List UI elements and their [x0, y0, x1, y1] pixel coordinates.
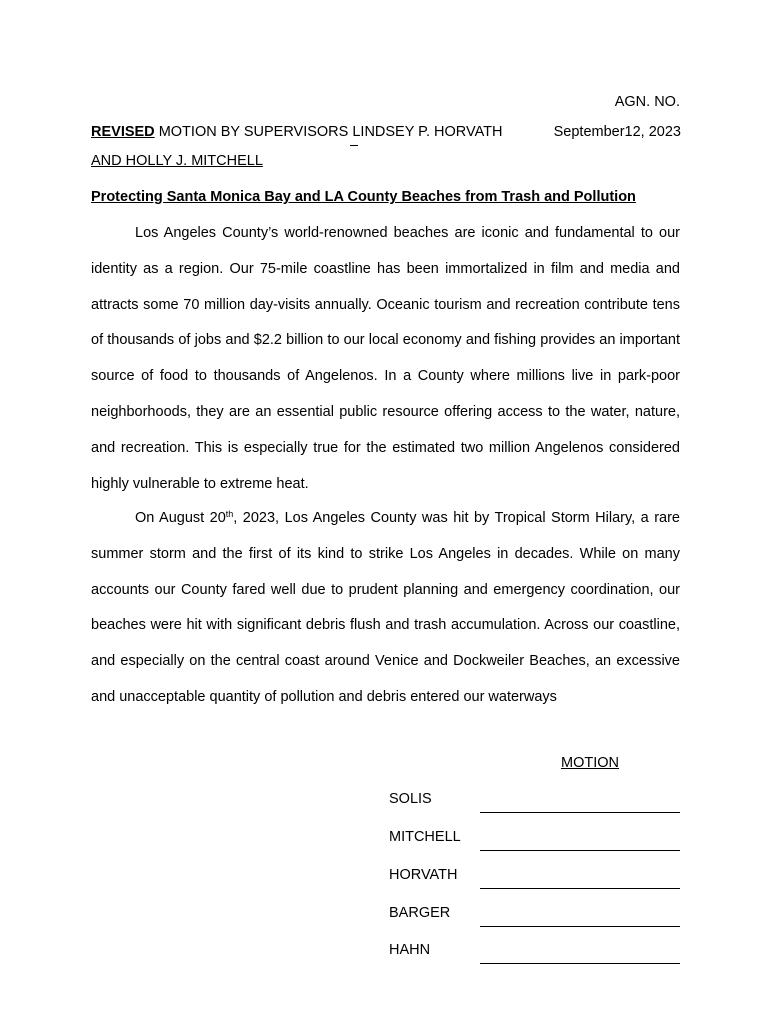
- revised-label: REVISED: [91, 124, 155, 140]
- ordinal-suffix: th: [225, 509, 234, 519]
- supervisor-name: HORVATH: [389, 867, 458, 883]
- motion-label: MOTION: [561, 755, 619, 771]
- vote-row-barger: [389, 905, 680, 925]
- vote-row-horvath: [389, 867, 680, 887]
- signature-line: [480, 963, 680, 964]
- paragraph-2-rest: , 2023, Los Angeles County was hit by Tropical Storm Hilary, a rare summer storm and the first of its kind to strike Los Angeles in decades. While on many accounts our County fared well due to prudent planning and emergency coordination, our beaches were hit with significant debris flush and trash accumulation. Across our coastline, and especially on the central coast around Venice and Dockweiler Beaches, an excessive and unacceptable quantity of pollution and debris entered our waterways: [91, 510, 681, 705]
- paragraph-2-start: On August 20: [135, 510, 226, 526]
- agenda-number: AGN. NO.: [614, 94, 680, 110]
- signature-line: [480, 850, 680, 851]
- underline-mark: [350, 145, 358, 146]
- vote-row-hahn: [389, 942, 680, 962]
- supervisor-name: SOLIS: [389, 791, 432, 807]
- vote-row-mitchell: [389, 829, 680, 849]
- body-paragraph-2: [91, 501, 680, 716]
- motion-subject: Protecting Santa Monica Bay and LA County Beaches from Trash and Pollution: [91, 189, 636, 205]
- motion-by-text: MOTION BY SUPERVISORS LINDSEY P. HORVATH: [154, 124, 503, 140]
- motion-date: September12, 2023: [553, 124, 681, 140]
- body-paragraph-1: Los Angeles County’s world-renowned beaches are iconic and fundamental to our identity as a region. Our 75-mile coastline has been immortalized in film and media and attracts some 70 million day-visits annually. Oceanic tourism and recreation contribute tens of thousands of jobs and $2.2 billion to our local economy and fishing provides an important source of food to thousands of Angelenos. In a County where millions live in park-poor neighborhoods, they are an essential public resource offering access to the water, nature, and recreation. This is especially true for the estimated two million Angelenos considered highly vulnerable to extreme heat.: [91, 225, 680, 492]
- supervisor-name: MITCHELL: [389, 829, 461, 845]
- supervisor-name: BARGER: [389, 905, 451, 921]
- signature-line: [480, 888, 680, 889]
- vote-row-solis: [389, 791, 680, 811]
- signature-line: [480, 926, 680, 927]
- signature-line: [480, 812, 680, 813]
- motion-header-line-2: AND HOLLY J. MITCHELL: [91, 153, 263, 169]
- motion-header-line: [91, 124, 681, 140]
- supervisor-name: HAHN: [389, 942, 431, 958]
